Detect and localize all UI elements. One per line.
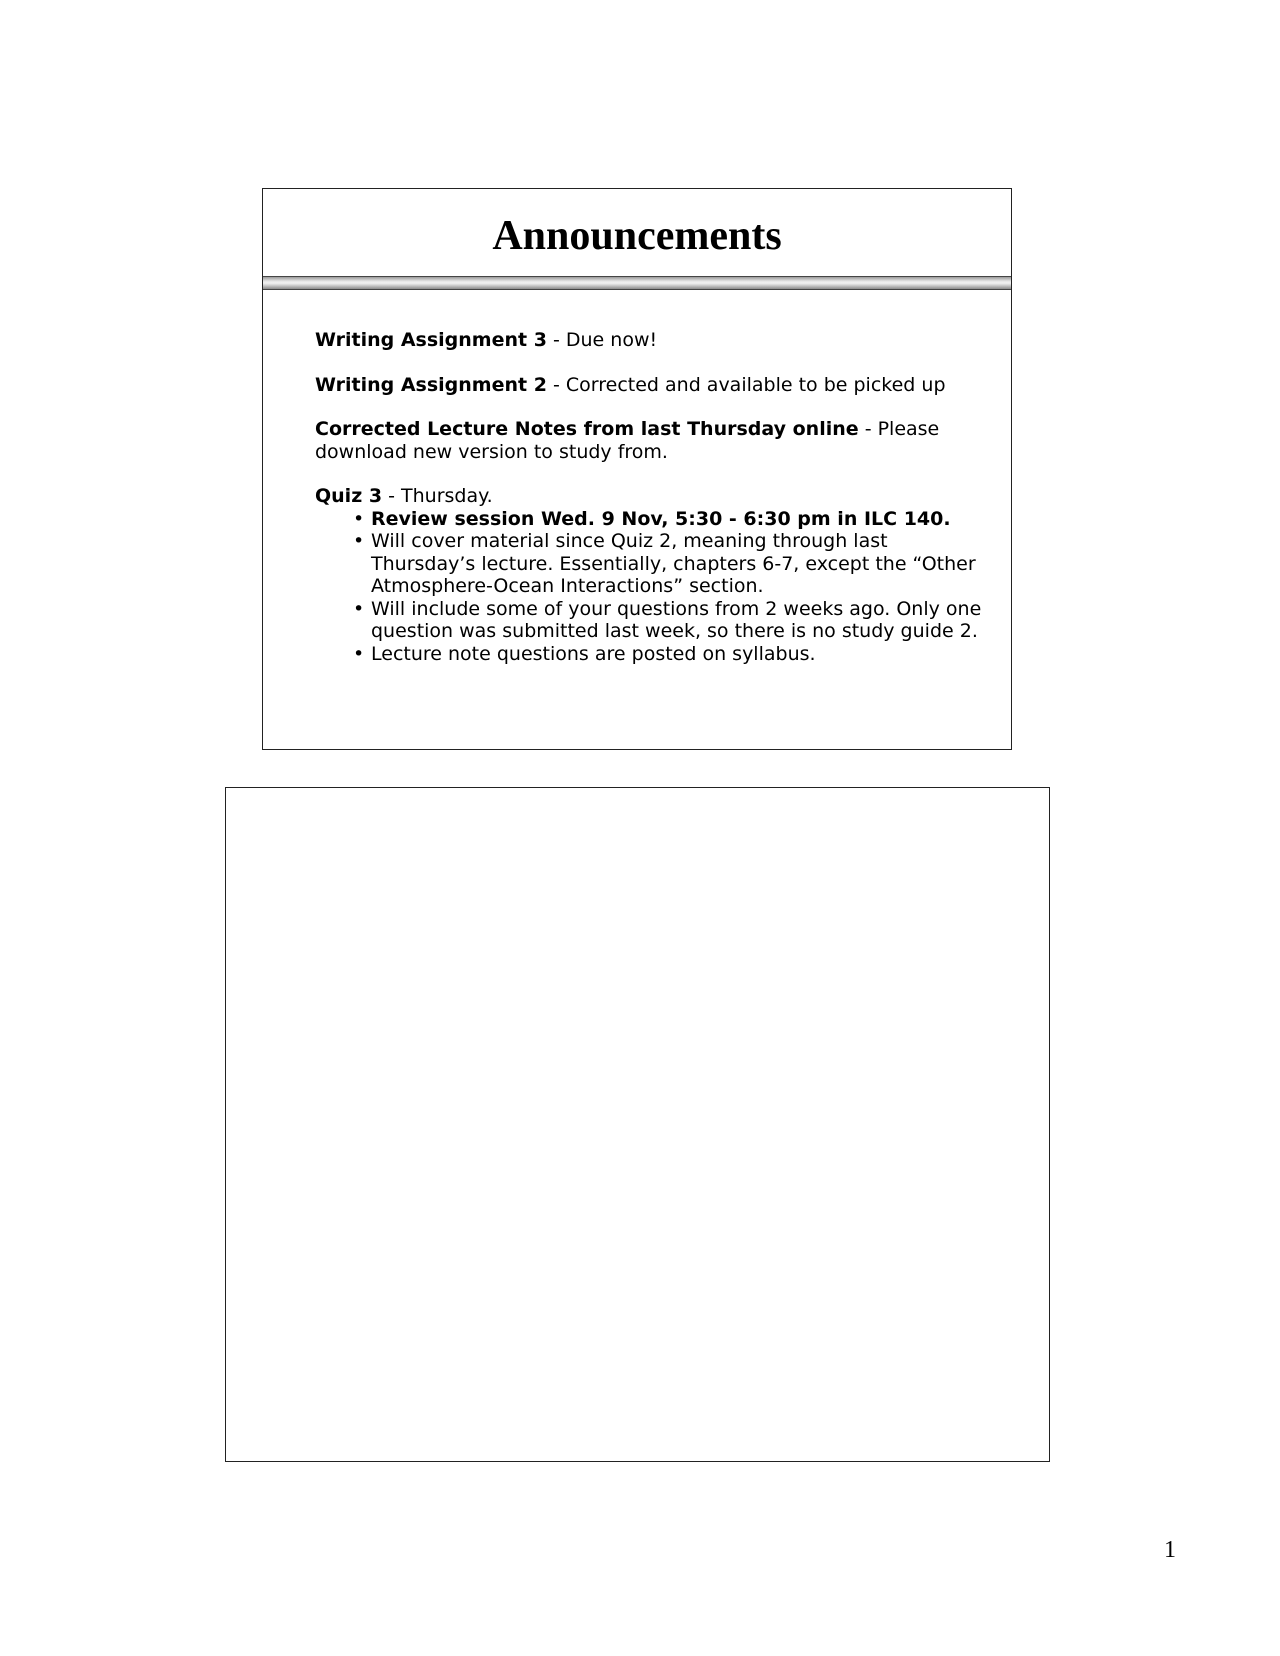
announcement-text: - Corrected and available to be picked up [546,373,946,396]
announcement-heading: Quiz 3 [315,485,383,507]
announcement-lecture-notes [315,418,985,463]
announcement-writing-assignment-3 [315,329,985,352]
slide-frame [262,188,1012,750]
announcement-heading: Writing Assignment 3 [315,329,547,351]
list-item [353,598,985,643]
announcement-quiz-3 [315,485,985,508]
list-item-text: Will include some of your questions from 2 weeks ago. Only one question was submitted last week, so there is no study guide 2. [371,597,982,642]
page-number: 1 [1164,1537,1176,1563]
bullet-glyph: • [353,597,365,620]
slide-content [315,329,985,665]
list-item-text: Review session Wed. 9 Nov, 5:30 - 6:30 pm in ILC 140. [371,507,951,530]
title-divider [263,276,1011,290]
slide-title: Announcements [492,213,782,259]
notes-area [225,787,1050,1462]
announcement-writing-assignment-2 [315,374,985,397]
list-item-text: Will cover material since Quiz 2, meaning through last Thursday’s lecture. Essentially, chapters 6-7, except the “Other Atmosphere-Ocean Interactions” section. [371,530,976,597]
bullet-glyph: • [353,530,365,552]
announcement-text: - Please download new version to study from. [315,418,940,463]
quiz-details-list [315,508,985,666]
announcement-heading: Writing Assignment 2 [315,373,547,396]
bullet-glyph: • [353,507,365,530]
list-item [353,530,985,598]
list-item [353,643,985,666]
announcement-heading: Corrected Lecture Notes from last Thursday online [315,418,859,440]
list-item-text: Lecture note questions are posted on syllabus. [371,642,816,665]
bullet-glyph: • [353,642,365,665]
announcement-text: - Thursday. [382,485,493,507]
list-item [353,508,985,531]
announcement-text: - Due now! [546,329,658,351]
